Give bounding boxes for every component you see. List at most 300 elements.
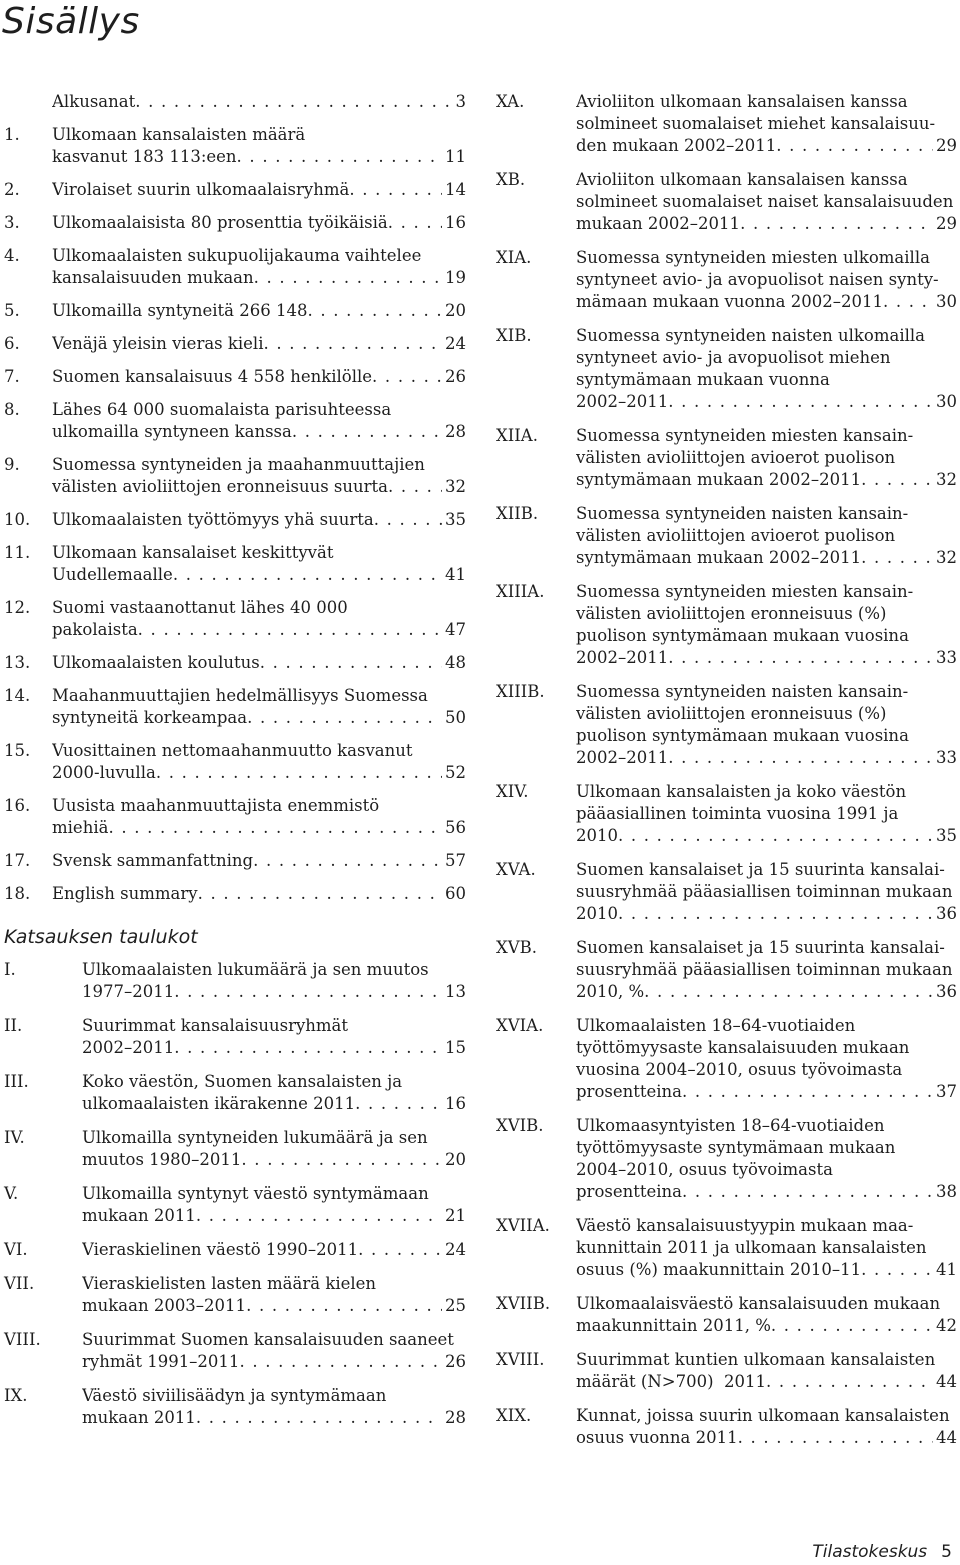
entry-line	[576, 981, 957, 1003]
toc-entry[interactable]	[496, 1215, 957, 1281]
entry-title-text: Maahanmuuttajien hedelmällisyys Suomessa	[52, 686, 428, 705]
entry-page-number: 48	[445, 653, 466, 672]
entry-line	[576, 1015, 957, 1037]
entry-page-number: 35	[445, 510, 466, 529]
entry-number: VI.	[4, 1240, 28, 1259]
entry-line	[576, 391, 957, 413]
entry-page-number: 29	[936, 136, 957, 155]
entry-body	[82, 1329, 466, 1373]
entry-line	[576, 725, 957, 747]
toc-entry[interactable]	[4, 597, 466, 641]
dot-leader	[776, 135, 933, 157]
page-title: Sisällys	[2, 1, 140, 42]
entry-title-text: Suomessa syntyneiden naisten ulkomailla	[576, 326, 925, 345]
toc-entry[interactable]	[496, 681, 957, 769]
entry-number: 5.	[4, 301, 20, 320]
entry-number: XVB.	[496, 938, 538, 957]
entry-number: VIII.	[4, 1330, 41, 1349]
entry-line	[52, 740, 466, 762]
entry-line	[82, 1127, 466, 1149]
toc-entry[interactable]	[4, 509, 466, 531]
entry-title-text: 2000-luvulla	[52, 763, 156, 782]
entry-title-text: 1977–2011	[82, 982, 175, 1001]
toc-entry[interactable]	[4, 179, 466, 201]
entry-title-text: Avioliiton ulkomaan kansalaisen kanssa	[576, 170, 908, 189]
entry-page-number: 33	[936, 648, 957, 667]
entry-title-text: Ulkomailla syntyneiden lukumäärä ja sen	[82, 1128, 428, 1147]
entry-body	[52, 212, 466, 234]
entry-page-number: 42	[936, 1316, 957, 1335]
dot-leader	[682, 1181, 933, 1203]
dot-leader	[372, 366, 442, 388]
entry-line	[576, 1081, 957, 1103]
entry-page-number: 33	[936, 748, 957, 767]
dot-leader	[349, 179, 442, 201]
entry-line	[576, 447, 957, 469]
entry-line	[576, 169, 957, 191]
dot-leader	[292, 421, 442, 443]
entry-title-text: muutos 1980–2011	[82, 1150, 242, 1169]
entry-body	[52, 124, 466, 168]
entry-title-text: Suomi vastaanottanut lähes 40 000	[52, 598, 348, 617]
entry-line	[576, 247, 957, 269]
dot-leader	[138, 619, 442, 641]
entry-line	[576, 903, 957, 925]
entry-body	[576, 1015, 957, 1103]
toc-entry[interactable]	[4, 1015, 466, 1059]
entry-title-text: Avioliiton ulkomaan kansalaisen kanssa	[576, 92, 908, 111]
toc-entry[interactable]	[4, 1273, 466, 1317]
entry-line	[82, 1329, 466, 1351]
entry-body	[576, 503, 957, 569]
entry-number: 9.	[4, 455, 20, 474]
dot-leader	[738, 1427, 933, 1449]
entry-line	[576, 269, 957, 291]
entry-body	[576, 681, 957, 769]
publisher-name: Tilastokeskus	[812, 1542, 928, 1562]
entry-number: IV.	[4, 1128, 25, 1147]
entry-line	[576, 1371, 957, 1393]
entry-line	[576, 1427, 957, 1449]
entry-number: XIIA.	[496, 426, 538, 445]
toc-entry[interactable]	[496, 1115, 957, 1203]
entry-line	[52, 267, 466, 289]
entry-title-text: Suurimmat Suomen kansalaisuuden saaneet	[82, 1330, 454, 1349]
toc-entry[interactable]	[4, 652, 466, 674]
tables-list-right	[496, 91, 957, 1449]
entry-body	[52, 740, 466, 784]
toc-entry[interactable]	[496, 1293, 957, 1337]
entry-title-text: mukaan 2011	[82, 1206, 196, 1225]
entry-title-text: välisten avioliittojen avioerot puolison	[576, 526, 896, 545]
entry-line	[52, 366, 466, 388]
entry-line	[52, 146, 466, 168]
entry-page-number: 20	[445, 1150, 466, 1169]
entry-body	[576, 1115, 957, 1203]
entry-line	[82, 1071, 466, 1093]
toc-entry[interactable]	[496, 1015, 957, 1103]
entry-page-number: 20	[445, 301, 466, 320]
entry-line	[576, 1237, 957, 1259]
dot-leader	[198, 883, 442, 905]
entry-number: V.	[4, 1184, 19, 1203]
dot-leader	[237, 146, 442, 168]
entry-title-text: Ulkomaalaisväestö kansalaisuuden mukaan	[576, 1294, 941, 1313]
entry-number: 10.	[4, 510, 31, 529]
entry-body	[52, 366, 466, 388]
entry-line	[52, 509, 466, 531]
entry-line	[576, 1315, 957, 1337]
entry-line	[576, 135, 957, 157]
entry-body	[52, 454, 466, 498]
entry-line	[576, 859, 957, 881]
dot-leader	[174, 1037, 442, 1059]
page-number: 5	[941, 1542, 952, 1562]
toc-entry[interactable]	[4, 1239, 466, 1261]
dot-leader	[374, 509, 442, 531]
entry-number: 3.	[4, 213, 20, 232]
entry-page-number: 32	[445, 477, 466, 496]
entry-title-text: 2010	[576, 904, 618, 923]
toc-entry[interactable]	[4, 795, 466, 839]
entry-title-text: mukaan 2011	[82, 1408, 196, 1427]
dot-leader	[308, 300, 443, 322]
dot-leader	[644, 981, 933, 1003]
entry-line	[52, 245, 466, 267]
entry-title-text: Ulkomaasyntyisten 18–64-vuotiaiden	[576, 1116, 885, 1135]
entry-body	[576, 169, 957, 235]
entry-line	[82, 1037, 466, 1059]
entry-page-number: 30	[936, 392, 957, 411]
entry-title-text: 2002–2011	[576, 748, 669, 767]
toc-entry[interactable]	[4, 1385, 466, 1429]
entry-title-text: Lähes 64 000 suomalaista parisuhteessa	[52, 400, 392, 419]
entry-title-text: puolison syntymämaan mukaan vuosina	[576, 726, 909, 745]
entry-title-text: suusryhmää pääasiallisen toiminnan mukaan	[576, 882, 953, 901]
entry-title-text: osuus vuonna 2011	[576, 1428, 738, 1447]
entry-title-text: syntyneet avio- ja avopuolisot miehen	[576, 348, 891, 367]
entry-title-text: den mukaan 2002–2011	[576, 136, 777, 155]
entry-title-text: syntyneet avio- ja avopuolisot naisen synty-	[576, 270, 939, 289]
toc-entry[interactable]	[4, 542, 466, 586]
entry-title-text: Ulkomaalaisten lukumäärä ja sen muutos	[82, 960, 429, 979]
entry-line	[576, 1159, 957, 1181]
entry-line	[576, 1405, 957, 1427]
entry-title-text: kunnittain 2011 ja ulkomaan kansalaisten	[576, 1238, 927, 1257]
entry-title-text: mukaan 2002–2011	[576, 214, 741, 233]
entry-body	[576, 91, 957, 157]
entry-title-text: puolison syntymämaan mukaan vuosina	[576, 626, 909, 645]
toc-entry[interactable]	[496, 781, 957, 847]
toc-entry[interactable]	[496, 247, 957, 313]
entry-line	[576, 625, 957, 647]
entry-line	[576, 191, 957, 213]
entry-number: XIIB.	[496, 504, 539, 523]
entry-title-text: kasvanut 183 113:een	[52, 147, 237, 166]
entry-line	[82, 1351, 466, 1373]
dot-leader	[861, 547, 933, 569]
toc-entry[interactable]	[4, 883, 466, 905]
entry-number: II.	[4, 1016, 23, 1035]
toc-entry[interactable]	[4, 300, 466, 322]
entry-title-text: Ulkomaan kansalaisten ja koko väestön	[576, 782, 907, 801]
entry-number: 11.	[4, 543, 31, 562]
entry-title-text: Virolaiset suurin ulkomaalaisryhmä	[52, 180, 350, 199]
entry-line	[576, 1037, 957, 1059]
entry-line	[576, 525, 957, 547]
dot-leader	[254, 267, 442, 289]
entry-line	[52, 300, 466, 322]
entry-body	[52, 850, 466, 872]
toc-entry[interactable]	[4, 91, 466, 113]
entry-line	[52, 91, 466, 113]
entry-title-text: Uusista maahanmuuttajista enemmistö	[52, 796, 380, 815]
entry-title-text: Vuosittainen nettomaahanmuutto kasvanut	[52, 741, 413, 760]
entry-title-text: Suomessa syntyneiden miesten ulkomailla	[576, 248, 930, 267]
entry-page-number: 30	[936, 292, 957, 311]
toc-entry[interactable]	[496, 1349, 957, 1393]
entry-line	[576, 747, 957, 769]
entry-page-number: 60	[445, 884, 466, 903]
entry-page-number: 3	[455, 92, 466, 111]
entry-page-number: 36	[936, 982, 957, 1001]
entry-number: XVA.	[496, 860, 536, 879]
entry-page-number: 57	[445, 851, 466, 870]
entry-page-number: 47	[445, 620, 466, 639]
entry-number: XVIII.	[496, 1350, 545, 1369]
entry-line	[576, 503, 957, 525]
toc-entry[interactable]	[4, 245, 466, 289]
entry-title-text: Suurimmat kuntien ulkomaan kansalaisten	[576, 1350, 936, 1369]
entry-body	[52, 652, 466, 674]
entry-page-number: 38	[936, 1182, 957, 1201]
entry-line	[82, 1273, 466, 1295]
entry-title-text: Vieraskielisten lasten määrä kielen	[82, 1274, 377, 1293]
toc-entry[interactable]	[496, 425, 957, 491]
entry-body	[52, 685, 466, 729]
entry-page-number: 32	[936, 470, 957, 489]
entry-line	[82, 1015, 466, 1037]
toc-entry[interactable]	[4, 1329, 466, 1373]
entry-title-text: vuosina 2004–2010, osuus työvoimasta	[576, 1060, 903, 1079]
entry-number: XIIIA.	[496, 582, 545, 601]
entry-line	[576, 325, 957, 347]
dot-leader	[883, 291, 933, 313]
entry-line	[576, 581, 957, 603]
entry-number: XB.	[496, 170, 526, 189]
page-footer	[812, 1541, 952, 1563]
entry-line	[52, 399, 466, 421]
entry-line	[576, 91, 957, 113]
entry-title-text: työttömyysaste syntymämaan mukaan	[576, 1138, 896, 1157]
entry-line	[576, 703, 957, 725]
toc-entry[interactable]	[496, 91, 957, 157]
entry-line	[576, 1293, 957, 1315]
entry-title-text: Suomessa syntyneiden miesten kansain-	[576, 582, 914, 601]
entry-line	[576, 781, 957, 803]
dot-leader	[682, 1081, 933, 1103]
entry-page-number: 37	[936, 1082, 957, 1101]
entry-line	[576, 825, 957, 847]
entry-body	[82, 1015, 466, 1059]
toc-entry[interactable]	[496, 1405, 957, 1449]
entry-line	[576, 425, 957, 447]
entry-title-text: 2004–2010, osuus työvoimasta	[576, 1160, 833, 1179]
toc-entry[interactable]	[4, 333, 466, 355]
entry-title-text: syntymämaan mukaan 2002–2011	[576, 548, 862, 567]
dot-leader	[668, 391, 933, 413]
entry-line	[52, 421, 466, 443]
toc-entry[interactable]	[4, 1071, 466, 1115]
entry-page-number: 13	[445, 982, 466, 1001]
entry-title-text: Ulkomaalaisten 18–64-vuotiaiden	[576, 1016, 856, 1035]
entry-title-text: 2002–2011	[576, 392, 669, 411]
entry-line	[576, 647, 957, 669]
entry-body	[52, 509, 466, 531]
entry-title-text: syntyneitä korkeampaa	[52, 708, 248, 727]
entry-title-text: välisten avioliittojen eronneisuus (%)	[576, 704, 887, 723]
toc-entry[interactable]	[4, 454, 466, 498]
entry-page-number: 56	[445, 818, 466, 837]
entry-title-text: mämaan mukaan vuonna 2002–2011	[576, 292, 883, 311]
toc-entry[interactable]	[4, 366, 466, 388]
toc-column-left	[4, 91, 466, 1441]
toc-entry[interactable]	[496, 859, 957, 925]
entry-page-number: 16	[445, 1094, 466, 1113]
entry-number: 6.	[4, 334, 20, 353]
entry-title-text: Suomessa syntyneiden naisten kansain-	[576, 504, 909, 523]
dot-leader	[388, 476, 442, 498]
entry-page-number: 41	[936, 1260, 957, 1279]
entry-body	[52, 91, 466, 113]
entry-line	[52, 454, 466, 476]
entry-line	[576, 1349, 957, 1371]
entry-number: XVIA.	[496, 1016, 544, 1035]
entry-title-text: välisten avioliittojen avioerot puolison	[576, 448, 896, 467]
toc-entry[interactable]	[4, 212, 466, 234]
entry-line	[576, 681, 957, 703]
entry-line	[52, 652, 466, 674]
entry-page-number: 24	[445, 334, 466, 353]
entry-number: 1.	[4, 125, 20, 144]
entry-number: 18.	[4, 884, 31, 903]
entry-number: XVIIA.	[496, 1216, 550, 1235]
toc-entry[interactable]	[4, 740, 466, 784]
entry-number: XIA.	[496, 248, 532, 267]
entry-line	[576, 113, 957, 135]
entry-page-number: 21	[445, 1206, 466, 1225]
entry-page-number: 28	[445, 422, 466, 441]
entry-title-text: Vieraskielinen väestö 1990–2011	[82, 1240, 359, 1259]
entry-number: XIX.	[496, 1406, 532, 1425]
dot-leader	[861, 1259, 933, 1281]
entry-body	[576, 581, 957, 669]
entry-body	[82, 1127, 466, 1171]
toc-entry[interactable]	[4, 124, 466, 168]
entry-line	[52, 685, 466, 707]
entry-page-number: 44	[936, 1372, 957, 1391]
toc-column-right	[496, 91, 957, 1461]
entry-line	[576, 213, 957, 235]
entry-line	[52, 762, 466, 784]
entry-line	[52, 542, 466, 564]
entry-title-text: Väestö kansalaisuustyypin mukaan maa-	[576, 1216, 914, 1235]
dot-leader	[196, 1407, 442, 1429]
entry-number: 2.	[4, 180, 20, 199]
entry-line	[52, 707, 466, 729]
toc-entry[interactable]	[4, 685, 466, 729]
entry-title-text: Suomen kansalaiset ja 15 suurinta kansalai-	[576, 938, 945, 957]
entry-line	[576, 291, 957, 313]
dot-leader	[196, 1205, 442, 1227]
entry-line	[82, 1205, 466, 1227]
entry-title-text: määrät (N>700) 2011	[576, 1372, 767, 1391]
entry-body	[576, 1293, 957, 1337]
toc-entry[interactable]	[4, 1127, 466, 1171]
dot-leader	[173, 564, 442, 586]
entry-number: 17.	[4, 851, 31, 870]
entry-body	[576, 425, 957, 491]
entry-title-text: Alkusanat	[52, 92, 136, 111]
entry-page-number: 44	[936, 1428, 957, 1447]
toc-entry[interactable]	[4, 850, 466, 872]
entry-title-text: Suomen kansalaisuus 4 558 henkilölle	[52, 367, 373, 386]
entry-body	[52, 399, 466, 443]
dot-leader	[263, 333, 442, 355]
entry-body	[576, 859, 957, 925]
toc-entry[interactable]	[496, 325, 957, 413]
entry-number: 13.	[4, 653, 31, 672]
entry-line	[576, 1059, 957, 1081]
dot-leader	[861, 469, 933, 491]
entry-line	[576, 937, 957, 959]
toc-entry[interactable]	[496, 581, 957, 669]
entry-title-text: Ulkomaan kansalaiset keskittyvät	[52, 543, 334, 562]
entry-line	[576, 881, 957, 903]
entry-body	[82, 1385, 466, 1429]
entry-line	[576, 803, 957, 825]
entry-body	[576, 1349, 957, 1393]
entry-line	[576, 1115, 957, 1137]
entry-title-text: kansalaisuuden mukaan	[52, 268, 254, 287]
dot-leader	[246, 1295, 442, 1317]
entry-number: XIB.	[496, 326, 532, 345]
toc-entry[interactable]	[496, 169, 957, 235]
entry-number: XA.	[496, 92, 525, 111]
dot-leader	[174, 981, 442, 1003]
entry-body	[52, 542, 466, 586]
entry-title-text: pakolaista	[52, 620, 138, 639]
entry-number: XVIB.	[496, 1116, 544, 1135]
entry-page-number: 19	[445, 268, 466, 287]
toc-entry[interactable]	[4, 399, 466, 443]
entry-page-number: 24	[445, 1240, 466, 1259]
toc-entry[interactable]	[4, 959, 466, 1003]
toc-entry[interactable]	[496, 937, 957, 1003]
entry-body	[52, 300, 466, 322]
entry-body	[576, 781, 957, 847]
entry-title-text: Svensk sammanfattning	[52, 851, 254, 870]
entry-page-number: 35	[936, 826, 957, 845]
entry-line	[576, 347, 957, 369]
toc-entry[interactable]	[496, 503, 957, 569]
toc-entry[interactable]	[4, 1183, 466, 1227]
entry-title-text: Suomessa syntyneiden ja maahanmuuttajien	[52, 455, 425, 474]
entry-page-number: 36	[936, 904, 957, 923]
entry-number: XIV.	[496, 782, 529, 801]
entry-title-text: 2010	[576, 826, 618, 845]
entry-line	[52, 179, 466, 201]
